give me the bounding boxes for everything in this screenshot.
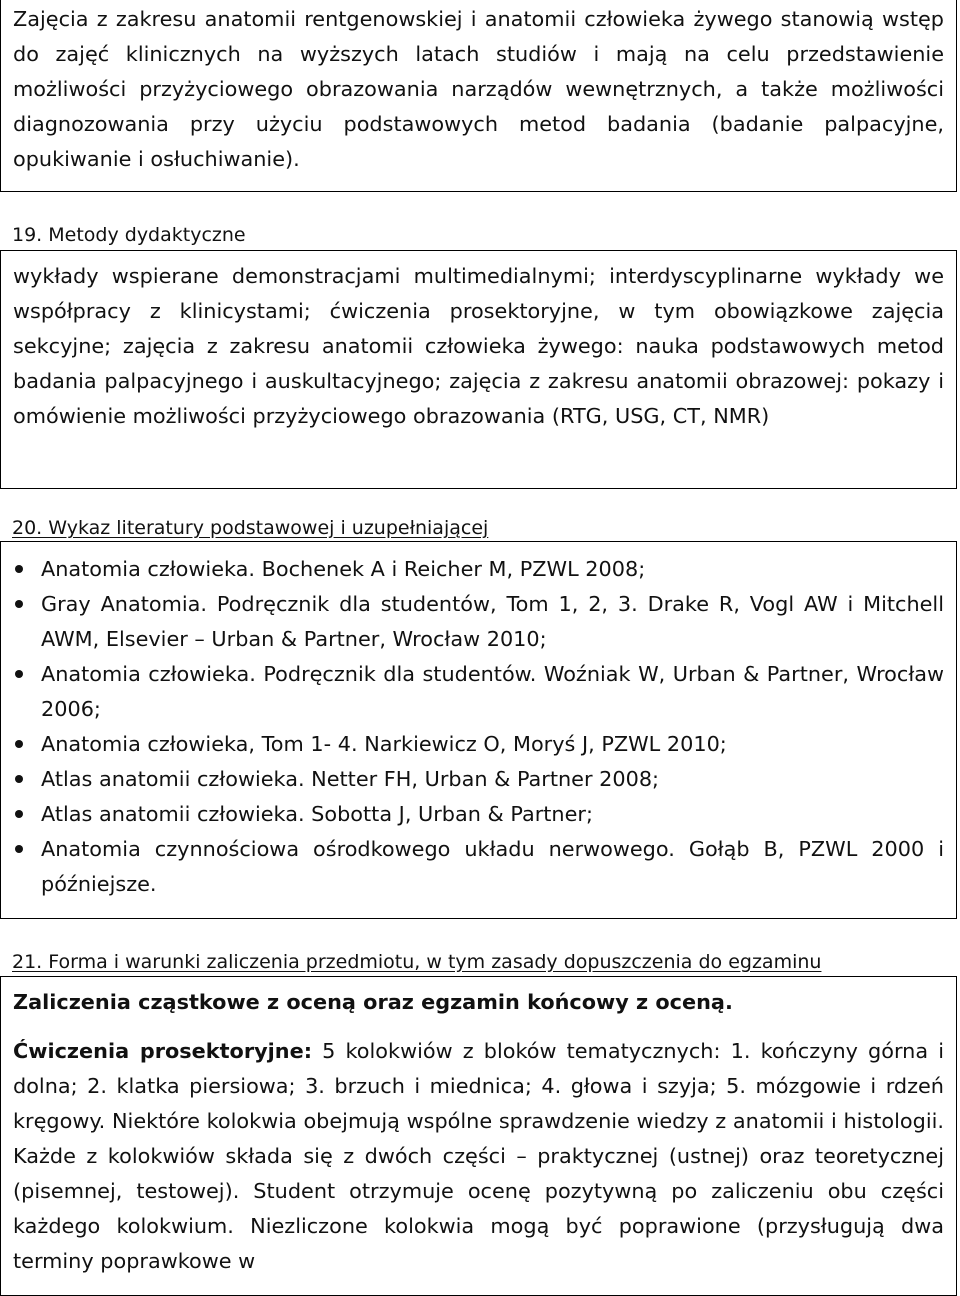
literature-item: Gray Anatomia. Podręcznik dla studentów, Tom 1, 2, 3. Drake R, Vogl AW i Mitchell AWM, Elsevier – Urban & Partner, Wrocław 2010; [13, 587, 944, 657]
section-21-title: 21. Forma i warunki zaliczenia przedmiotu, w tym zasady dopuszczenia do egzaminu [12, 951, 822, 973]
bullet-icon [15, 810, 23, 818]
literature-item: Anatomia czynnościowa ośrodkowego układu nerwowego. Gołąb B, PZWL 2000 i późniejsze. [13, 832, 944, 902]
section-19-text: wykłady wspierane demonstracjami multimedialnymi; interdyscyplinarne wykłady we współpracy z klinicystami; ćwiczenia prosektoryjne, w tym obowiązkowe zajęcia sekcyjne; zajęcia z zakresu anatomii człowieka żywego: nauka podstawowych metod badania palpacyjnego i auskultacyjnego; zajęcia z zakresu anatomii obrazowej: pokazy i omówienie możliwości przyżyciowego obrazowania (RTG, USG, CT, NMR) [13, 264, 944, 428]
bullet-icon [15, 600, 23, 608]
section-20-box [0, 541, 957, 919]
literature-item: Anatomia człowieka. Podręcznik dla studentów. Woźniak W, Urban & Partner, Wrocław 2006; [13, 657, 944, 727]
section-19-box [0, 250, 957, 489]
literature-item: Anatomia człowieka. Bochenek A i Reicher M, PZWL 2008; [13, 552, 944, 587]
bullet-icon [15, 845, 23, 853]
section-20-title: 20. Wykaz literatury podstawowej i uzupełniającej [12, 517, 489, 539]
section-19-title: 19. Metody dydaktyczne [12, 224, 246, 246]
bullet-icon [15, 775, 23, 783]
section-21-exercises [13, 1034, 944, 1279]
exercises-text: 5 kolokwiów z bloków tematycznych: 1. kończyny górna i dolna; 2. klatka piersiowa; 3. brzuch i miednica; 4. głowa i szyja; 5. mózgowie i rdzeń kręgowy. Niektóre kolokwia obejmują wspólne sprawdzenie wiedzy z anatomii i histologii. Każde z kolokwiów składa się z dwóch części – praktycznej (ustnej) oraz teoretycznej (pisemnej, testowej). Student otrzymuje ocenę pozytywną po zaliczeniu obu części każdego kolokwium. Niezliczone kolokwia mogą być poprawione (przysługują dwa terminy poprawkowe w [13, 1039, 944, 1273]
section-21-box [0, 976, 957, 1296]
intro-box [0, 0, 957, 192]
bullet-icon [15, 740, 23, 748]
exercises-label: Ćwiczenia prosektoryjne: [13, 1039, 313, 1063]
bullet-icon [15, 670, 23, 678]
literature-list [13, 552, 944, 902]
section-21-summary: Zaliczenia cząstkowe z oceną oraz egzamin końcowy z oceną. [13, 990, 733, 1014]
literature-item: Anatomia człowieka, Tom 1- 4. Narkiewicz O, Moryś J, PZWL 2010; [13, 727, 944, 762]
intro-paragraph: Zajęcia z zakresu anatomii rentgenowskiej i anatomii człowieka żywego stanowią wstęp do zajęć klinicznych na wyższych latach studiów i mają na celu przedstawienie możliwości przyżyciowego obrazowania narządów wewnętrznych, a także możliwości diagnozowania przy użyciu podstawowych metod badania (badanie palpacyjne, opukiwanie i osłuchiwanie). [13, 7, 944, 171]
bullet-icon [15, 565, 23, 573]
literature-item: Atlas anatomii człowieka. Sobotta J, Urban & Partner; [13, 797, 944, 832]
literature-item: Atlas anatomii człowieka. Netter FH, Urban & Partner 2008; [13, 762, 944, 797]
